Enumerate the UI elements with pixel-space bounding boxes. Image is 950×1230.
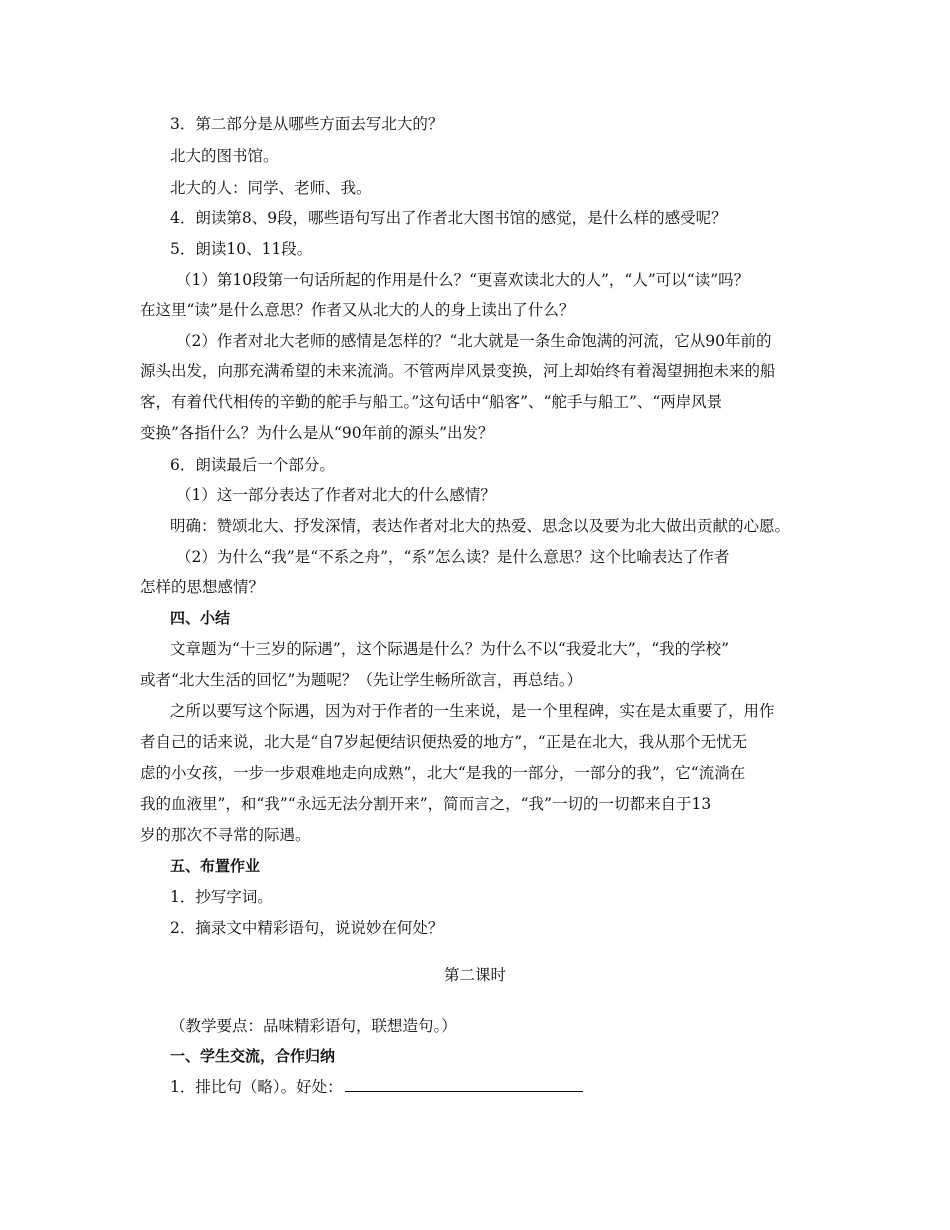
subquestion-6-1: （1）这一部分表达了作者对北大的什么感情？: [176, 486, 496, 504]
subquestion-6-2-line1: （2）为什么“我”是“不系之舟”，“系”怎么读？是什么意思？这个比喻表达了作者: [176, 548, 730, 566]
summary-para2-line2: 者自己的话来说，北大是“自7岁起便结识便热爱的地方”，“正是在北大，我从那个无忧无: [140, 733, 748, 751]
subquestion-5-2-line1: （2）作者对北大老师的感情是怎样的？“北大就是一条生命饱满的河流，它从90年前的: [176, 332, 772, 350]
summary-para1-line1: 文章题为“十三岁的际遇”，这个际遇是什么？为什么不以“我爱北大”，“我的学校”: [170, 640, 730, 658]
section-heading-summary: 四、小结: [170, 609, 231, 627]
subquestion-5-1-line1: （1）第10段第一句话所起的作用是什么？“更喜欢读北大的人”，“人”可以“读”吗？: [176, 271, 750, 289]
answer-library: 北大的图书馆。: [170, 147, 279, 165]
summary-para2-line3: 虑的小女孩，一步一步艰难地走向成熟”，北大“是我的一部分，一部分的我”，它“流淌在: [140, 764, 746, 782]
answer-blank-line: [345, 1077, 583, 1092]
homework-item-1: 1．抄写字词。: [170, 888, 273, 906]
subquestion-5-2-line3: 客，有着代代相传的辛勤的舵手与船工。”这句话中“船客”、“舵手与船工”、“两岸风景: [140, 393, 723, 411]
subquestion-5-2-line4: 变换”各指什么？为什么是从“90年前的源头”出发？: [140, 424, 494, 442]
parallelism-item: [170, 1077, 583, 1097]
subquestion-6-2-line2: 怎样的思想感情？: [140, 578, 265, 596]
parallelism-label: 1．排比句（略）。好处：: [170, 1078, 343, 1096]
teaching-key-points: （教学要点：品味精彩语句，联想造句。）: [170, 1017, 457, 1035]
question-5: 5．朗读10、11段。: [170, 240, 313, 258]
answer-people: 北大的人：同学、老师、我。: [170, 179, 372, 197]
subquestion-5-1-line2: 在这里“读”是什么意思？作者又从北大的人的身上读出了什么？: [140, 301, 575, 319]
question-6: 6．朗读最后一个部分。: [170, 456, 335, 474]
subquestion-5-2-line2: 源头出发，向那充满希望的未来流淌。不管两岸风景变换，河上却始终有着渴望拥抱未来的船: [140, 362, 776, 380]
homework-item-2: 2．摘录文中精彩语句，说说妙在何处？: [170, 919, 444, 937]
section-heading-student-exchange: 一、学生交流，合作归纳: [170, 1047, 336, 1065]
summary-para2-line1: 之所以要写这个际遇，因为对于作者的一生来说，是一个里程碑，实在是太重要了，用作: [170, 702, 775, 720]
question-3: 3．第二部分是从哪些方面去写北大的？: [170, 115, 444, 133]
section-heading-homework: 五、布置作业: [170, 857, 261, 875]
question-4: 4．朗读第8、9段，哪些语句写出了作者北大图书馆的感觉，是什么样的感受呢？: [170, 209, 727, 227]
summary-para2-line5: 岁的那次不寻常的际遇。: [140, 826, 311, 844]
summary-para1-line2: 或者“北大生活的回忆”为题呢？（先让学生畅所欲言，再总结。）: [140, 671, 583, 689]
answer-6-1: 明确：赞颂北大、抒发深情，表达作者对北大的热爱、思念以及要为北大做出贡献的心愿。: [170, 517, 791, 535]
summary-para2-line4: 我的血液里”，和“我”“永远无法分割开来”，简而言之，“我”一切的一切都来自于13: [140, 795, 712, 813]
lesson-title-second: 第二课时: [443, 966, 506, 984]
